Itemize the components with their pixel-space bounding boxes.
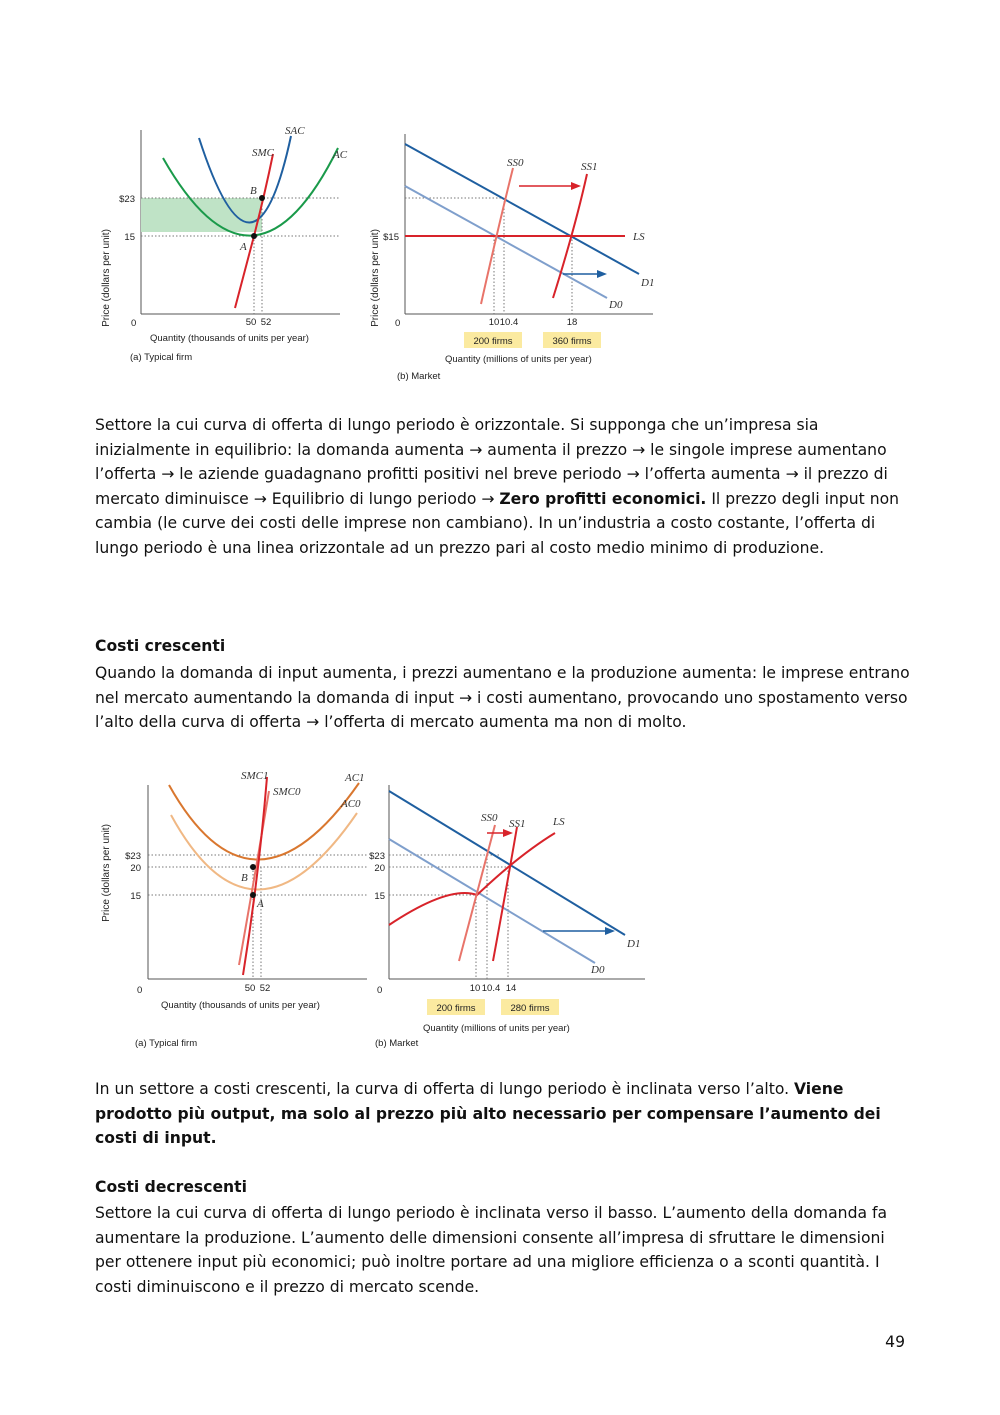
label-ac: AC (333, 149, 348, 161)
panel-a-xlabel: Quantity (thousands of units per year) (150, 333, 309, 344)
ytick-15: 15 (124, 232, 135, 243)
label-sac: SAC (285, 125, 305, 137)
demand-shift-arrowhead (597, 270, 607, 278)
label-smc: SMC (252, 147, 274, 159)
label-ss0-2: SS0 (481, 812, 498, 824)
d0-curve-2 (389, 839, 595, 963)
label-d1: D1 (641, 277, 655, 289)
label-d1-2: D1 (627, 938, 641, 950)
label-b: B (250, 185, 257, 197)
xtick-b-104: 10.4 (499, 317, 519, 328)
paragraph-increasing-costs: Quando la domanda di input aumenta, i prezzi aumentano e la produzione aumenta: le imprese entrano nel mercato aumentando la domanda di input → i costi aumentano, provocando uno spostamento verso l’alto della curva di offerta → l’offerta di mercato aumenta ma non di molto. (95, 664, 910, 732)
label-a: A (240, 241, 247, 253)
paragraph-constant-cost (95, 413, 910, 561)
d0-curve (405, 186, 607, 298)
label-ss1-2: SS1 (509, 818, 526, 830)
firm-box-200-label: 200 firms (473, 336, 513, 347)
firm-box-280-label: 280 firms (510, 1003, 550, 1014)
supply-shift-arrowhead-2 (503, 829, 513, 837)
a2-xtick-52: 52 (259, 983, 271, 994)
label-ac0: AC0 (341, 798, 361, 810)
profit-area (141, 198, 262, 232)
b2-xtick-14: 14 (505, 983, 517, 994)
panel-a-typical-firm (101, 125, 348, 363)
firm-box-200-2-label: 200 firms (436, 1003, 476, 1014)
label-smc1: SMC1 (241, 770, 269, 782)
panel-b2-caption: (b) Market (375, 1038, 419, 1049)
origin-a: 0 (131, 318, 137, 329)
paragraph-constant-cost-rest: Il prezzo degli input non cambia (le curve dei costi delle imprese non cambiano). In un’industria a costo costante, l’offerta di lungo periodo è una linea orizzontale ad un prezzo pari al costo medio minimo di produzione. (95, 489, 900, 557)
origin-a2: 0 (137, 985, 143, 996)
xtick-52: 52 (260, 317, 272, 328)
point-b-2 (250, 864, 256, 870)
panel-a2-xlabel: Quantity (thousands of units per year) (161, 1000, 320, 1011)
ss1-curve-2 (493, 827, 517, 961)
paragraph-constant-cost-intro: Settore la cui curva di offerta di lungo periodo è orizzontale. Si supponga che un’impresa sia inizialmente in equilibrio: la domanda aumenta → aumenta il prezzo → le singole imprese aumentano l’offerta → le aziende guadagnano profitti positivi nel breve periodo → l’offerta aumenta → il prezzo di mercato diminuisce → Equilibrio di lungo periodo → (95, 416, 888, 508)
heading-decreasing-costs: Costi decrescenti (95, 1178, 247, 1196)
panel-b-ylabel: Price (dollars per unit) (370, 229, 381, 327)
ytick-23: $23 (119, 194, 135, 205)
panel-a-ylabel: Price (dollars per unit) (101, 229, 112, 327)
b2-ytick-23: $23 (369, 851, 385, 862)
figure-constant-cost-svg (95, 118, 675, 388)
origin-b: 0 (395, 318, 401, 329)
panel-b-caption: (b) Market (397, 371, 441, 382)
panel-a-typical-firm-2 (101, 770, 367, 1049)
xtick-b-10: 10 (488, 317, 500, 328)
label-d0-2: D0 (591, 964, 605, 976)
b2-xtick-10: 10 (469, 983, 481, 994)
paragraph-decreasing-costs: Settore la cui curva di offerta di lungo periodo è inclinata verso il basso. L’aumento della domanda fa aumentare la produzione. L’aumento delle dimensioni consente all’impresa di sfruttare le dimensioni per ottenere input più economici; può inoltre portare ad una migliore efficienza o a sconti quantità. I costi diminuiscono e il prezzo di mercato scende. (95, 1204, 888, 1296)
label-a-2: A (257, 898, 264, 910)
xtick-50: 50 (245, 317, 257, 328)
figure-increasing-cost-svg (95, 765, 675, 1055)
a2-xtick-50: 50 (244, 983, 256, 994)
xtick-b-18: 18 (566, 317, 578, 328)
b2-xtick-104: 10.4 (481, 983, 501, 994)
paragraph-increasing-summary-bold: Viene prodotto più output, ma solo al prezzo più alto necessario per compensare l’aumento dei costi di input. (95, 1080, 881, 1148)
a2-ytick-20: 20 (130, 863, 141, 874)
paragraph-increasing-summary-intro: In un settore a costi crescenti, la curva di offerta di lungo periodo è inclinata verso l’alto. (95, 1080, 795, 1098)
label-ls: LS (633, 231, 645, 243)
figure-constant-cost (95, 118, 675, 388)
label-ac1: AC1 (345, 772, 365, 784)
point-a (251, 233, 257, 239)
figure-increasing-cost (95, 765, 675, 1055)
label-b-2: B (241, 872, 248, 884)
b2-ytick-15: 15 (374, 891, 385, 902)
panel-a2-ylabel: Price (dollars per unit) (101, 824, 112, 922)
panel-b-market-2 (369, 785, 645, 1049)
label-ss0: SS0 (507, 157, 524, 169)
label-d0: D0 (609, 299, 623, 311)
page-number: 49 (885, 1333, 905, 1351)
a2-ytick-23: $23 (125, 851, 141, 862)
ytick-b-15: $15 (383, 232, 399, 243)
paragraph-constant-cost-bold: Zero profitti economici. (499, 489, 707, 508)
point-b (259, 195, 265, 201)
panel-a2-caption: (a) Typical firm (135, 1038, 198, 1049)
b2-ytick-20: 20 (374, 863, 385, 874)
origin-b2: 0 (377, 985, 383, 996)
panel-b2-xlabel: Quantity (millions of units per year) (423, 1023, 570, 1034)
label-ss1: SS1 (581, 161, 598, 173)
label-smc0: SMC0 (273, 786, 301, 798)
paragraph-increasing-summary (95, 1077, 910, 1151)
supply-shift-arrowhead (571, 182, 581, 190)
panel-b-xlabel: Quantity (millions of units per year) (445, 354, 592, 365)
label-ls-2: LS (553, 816, 565, 828)
d1-curve-2 (389, 791, 625, 935)
panel-a-caption: (a) Typical firm (130, 352, 193, 363)
point-a-2 (250, 892, 256, 898)
panel-b-market (370, 134, 654, 382)
heading-increasing-costs: Costi crescenti (95, 637, 226, 655)
a2-ytick-15: 15 (130, 891, 141, 902)
firm-box-360-label: 360 firms (552, 336, 592, 347)
